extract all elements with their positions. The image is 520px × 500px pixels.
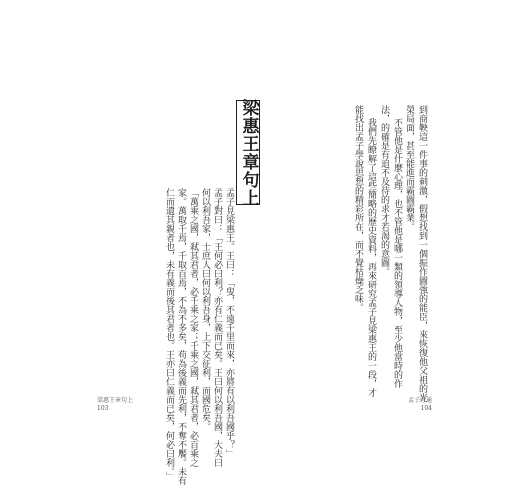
left-page-footer [97, 397, 133, 413]
right-text-column: 到商鞅這一件事的刺激，假想找到一個振作圖強的能臣，來恢復他父祖的光 [417, 105, 427, 402]
left-text-column: 仁而遺其親者也，未有義而後其君者也。王亦曰仁義而已矣，何必曰利。」 [164, 188, 174, 481]
left-text-column: 「萬乘之國，弒其君者，必千乘之家；千乘之國，弒其君者，必百乘之 [188, 188, 198, 467]
right-text-column: 不管他是什麼心理，也不管他是哪一類的領導人物，至少他當時的作 [392, 118, 402, 388]
left-text-column: 孟子對曰：「王何必曰利？亦有仁義而已矣。王曰何以利吾國，大夫曰 [212, 188, 222, 467]
right-text-column: 榮局面，甚至能進而霸圖霸業。 [404, 105, 414, 231]
left-text-column: 家。萬取千焉，千取百焉，不為不多矣，苟為後義而先利，不奪不饜。未有 [176, 188, 186, 485]
right-page-footer [392, 397, 432, 413]
right-text-column: 能找出孟子學說思想的精彩所在，而不覺枯燥乏味。 [353, 105, 363, 312]
right-footer-title: 孟子旁通 [407, 397, 432, 404]
left-text-column: 何以利吾家，士庶人曰何以利吾身，上下交征利，而國危矣。 [200, 188, 210, 431]
left-page-number: 103 [97, 405, 109, 412]
left-footer-title: 梁惠王章句上 [97, 397, 134, 404]
chapter-title: 梁惠王章句上 [238, 98, 259, 207]
right-page-number: 104 [420, 405, 432, 412]
right-text-column: 法，的確是有追不及待的求才若渴的意圖。 [379, 105, 389, 276]
left-text-column: 孟子見梁惠王。王曰：「叟，不遠千里而來，亦將有以利吾國乎？」 [224, 188, 234, 458]
right-text-column: 我們先瞭解了這些簡略的歷史資料，再來研究孟子見梁惠王的一段，才 [366, 118, 376, 397]
chapter-title-box [236, 100, 260, 205]
